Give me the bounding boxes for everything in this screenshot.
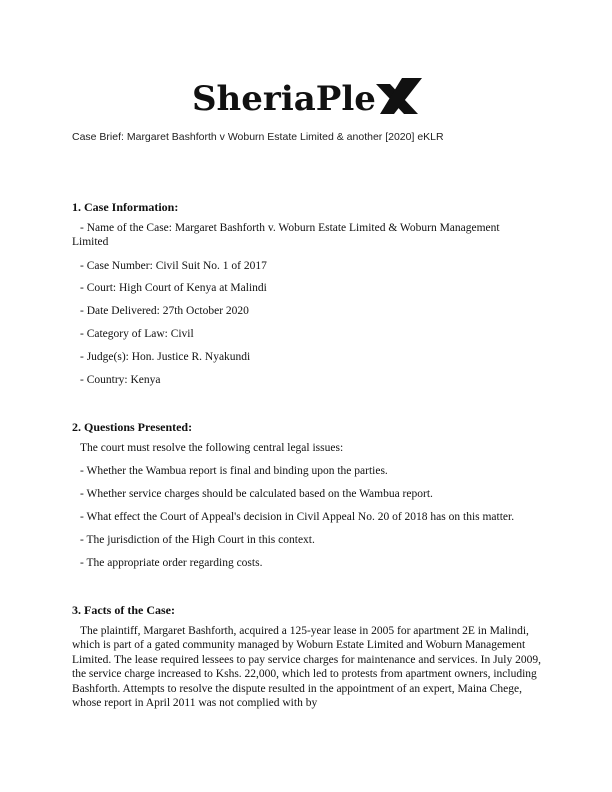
case-name-line-continued: Limited bbox=[72, 236, 109, 248]
question-item: - The jurisdiction of the High Court in this context. bbox=[80, 534, 315, 546]
questions-intro: The court must resolve the following central legal issues: bbox=[80, 442, 344, 454]
section-questions-presented-heading: 2. Questions Presented: bbox=[72, 420, 193, 434]
judges: - Judge(s): Hon. Justice R. Nyakundi bbox=[80, 351, 251, 363]
question-item: - What effect the Court of Appeal's decision in Civil Appeal No. 20 of 2018 has on this matter. bbox=[80, 511, 515, 523]
sheriaplex-logo bbox=[0, 74, 612, 124]
court: - Court: High Court of Kenya at Malindi bbox=[80, 282, 267, 294]
question-item: - Whether the Wambua report is final and binding upon the parties. bbox=[80, 465, 388, 477]
question-item: - The appropriate order regarding costs. bbox=[80, 557, 263, 569]
case-name-line: - Name of the Case: Margaret Bashforth v. Woburn Estate Limited & Woburn Management bbox=[80, 222, 500, 234]
category-of-law: - Category of Law: Civil bbox=[80, 328, 194, 340]
logo-graphic bbox=[186, 74, 426, 120]
facts-paragraph: The plaintiff, Margaret Bashforth, acquired a 125-year lease in 2005 for apartment 2E in Malindi, which is part of a gated community managed by Woburn Estate Limited and Woburn Management Limited. The lease required lessees to pay service charges for maintenance and services. In July 2009, the service charge increased to Kshs. 22,000, which led to protests from apartment owners, including Bashforth. Attempts to resolve the dispute resulted in the appointment of an expert, Maina Chege, whose report in April 2011 was not complied with by bbox=[72, 625, 541, 710]
case-brief-title: Case Brief: Margaret Bashforth v Woburn Estate Limited & another [2020] eKLR bbox=[72, 131, 444, 143]
date-delivered: - Date Delivered: 27th October 2020 bbox=[80, 305, 249, 317]
case-number: - Case Number: Civil Suit No. 1 of 2017 bbox=[80, 260, 267, 272]
section-facts-heading: 3. Facts of the Case: bbox=[72, 603, 175, 617]
country: - Country: Kenya bbox=[80, 374, 161, 386]
logo-x-mark-icon bbox=[376, 78, 422, 114]
section-case-information-heading: 1. Case Information: bbox=[72, 200, 179, 214]
question-item: - Whether service charges should be calculated based on the Wambua report. bbox=[80, 488, 433, 500]
logo-wordmark: SheriaPle bbox=[192, 79, 376, 119]
